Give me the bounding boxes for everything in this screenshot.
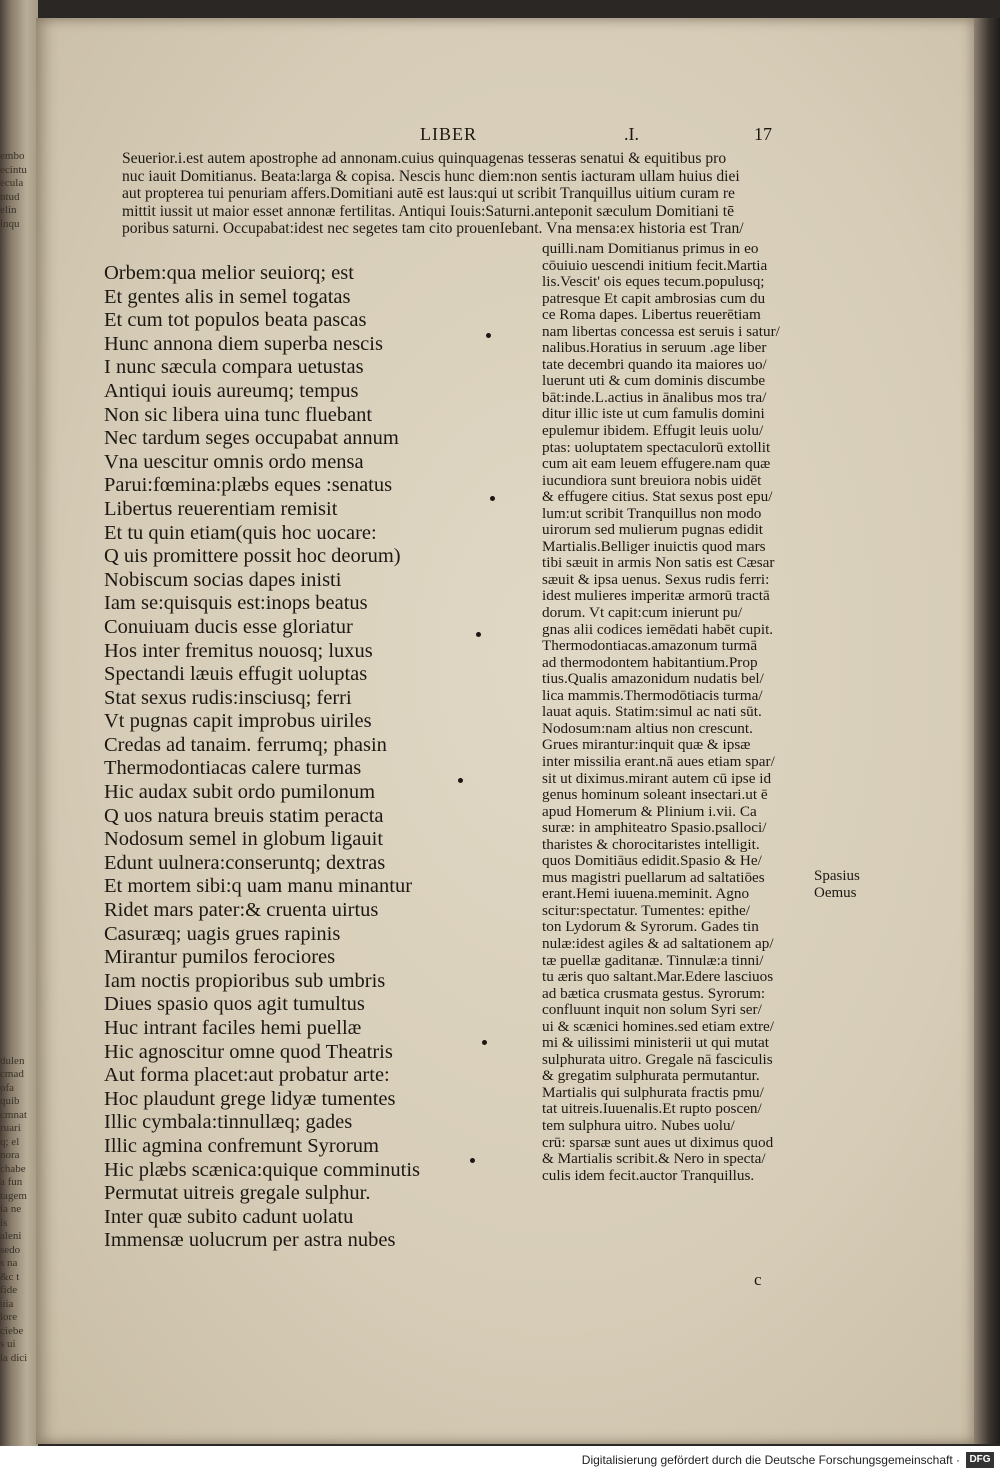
left-facing-fragment bbox=[0, 353, 32, 367]
left-facing-fragment bbox=[0, 515, 32, 529]
commentary-line: scitur:spectatur. Tumentes: epithe/ bbox=[542, 901, 750, 919]
left-facing-fragment: ofa bbox=[0, 1081, 15, 1094]
left-facing-fragment bbox=[0, 960, 32, 974]
verse-line: Iam se:quisquis est:inops beatus bbox=[104, 592, 368, 615]
commentary-line: quos Domitiāus edidit.Spasio & He/ bbox=[542, 852, 762, 870]
commentary-line: cum ait eam leuem effugere.nam quæ bbox=[542, 455, 771, 473]
verse-line: Hos inter fremitus nouosq; luxus bbox=[104, 639, 373, 662]
digitization-credit: Digitalisierung gefördert durch die Deutsche Forschungsgemeinschaft · bbox=[581, 1453, 960, 1467]
paragraph-mark bbox=[476, 632, 481, 637]
commentary-line: lauat aquis. Statim:simul ac nati sūt. bbox=[542, 703, 762, 721]
left-facing-fragment: ecula bbox=[0, 177, 24, 189]
left-facing-fragment: quib bbox=[0, 1095, 20, 1107]
commentary-line: mi & uilissimi ministerii ut qui mutat bbox=[542, 1034, 769, 1052]
verse-line: Hic plæbs scænica:quique comminutis bbox=[104, 1158, 421, 1181]
intro-commentary-line: aut propterea tui penuriam affers.Domitiani autē est laus:qui ut scribit Tranquillus uitium curam re bbox=[122, 185, 735, 202]
left-facing-fragment: dulen bbox=[0, 1054, 25, 1067]
left-facing-fragment: aleni bbox=[0, 1230, 22, 1242]
commentary-line: Martialis.Belliger inuictis quod mars bbox=[542, 537, 766, 555]
left-facing-fragment bbox=[0, 812, 32, 826]
commentary-line: cōuiuio uescendi initium fecit.Martia bbox=[542, 256, 768, 274]
commentary-line: tæ puellæ gaditanæ. Tinnulæ:a tinni/ bbox=[542, 951, 764, 969]
commentary-line: confluunt inquit non solum Syri ser/ bbox=[542, 1001, 762, 1019]
commentary-line: sæuit & ipsa uenus. Sexus rudis ferri: bbox=[542, 570, 770, 588]
left-facing-fragment: ia ne bbox=[0, 1203, 22, 1215]
commentary-line: lis.Vescit' ois eques tecum.populusq; bbox=[542, 273, 765, 291]
left-facing-fragment bbox=[0, 866, 32, 880]
paragraph-mark bbox=[482, 1040, 487, 1045]
left-facing-fragment bbox=[0, 542, 32, 556]
commentary-line: Thermodontiacas.amazonum turmā bbox=[542, 637, 758, 655]
verse-line: Non sic libera uina tunc fluebant bbox=[104, 403, 373, 426]
footer-bar bbox=[0, 1446, 1000, 1476]
left-facing-fragment bbox=[0, 758, 32, 772]
left-facing-fragment bbox=[0, 528, 32, 542]
commentary-line: inter missilia erant.nā aues etiam spar/ bbox=[542, 752, 775, 770]
left-facing-fragment bbox=[0, 596, 32, 610]
commentary-line: apud Homerum & Plinium i.vii. Ca bbox=[542, 802, 757, 820]
left-facing-fragment bbox=[0, 245, 32, 259]
commentary-line: lica mammis.Thermodōtiacis turma/ bbox=[542, 686, 763, 704]
left-facing-fragment bbox=[0, 285, 32, 299]
commentary-line: tu æris quo saltant.Mar.Edere lasciuos bbox=[542, 968, 774, 986]
left-facing-fragment bbox=[0, 704, 32, 718]
left-facing-fragment bbox=[0, 474, 32, 488]
left-facing-fragment: tagem bbox=[0, 1189, 27, 1202]
verse-line: I nunc sæcula compara uetustas bbox=[104, 356, 364, 379]
commentary-line: sit ut diximus.mirant autem cū ipse id bbox=[542, 769, 772, 787]
left-facing-fragment bbox=[0, 434, 32, 448]
left-facing-fragment: nora bbox=[0, 1149, 20, 1161]
left-facing-fragment: &c t bbox=[0, 1270, 20, 1283]
left-facing-fragment bbox=[0, 690, 32, 704]
commentary-line: tat uitreis.Iuuenalis.Et rupto poscen/ bbox=[542, 1100, 762, 1118]
commentary-line: iucundiora sunt breuiora nobis uidēt bbox=[542, 471, 762, 489]
commentary-line: ad bætica crusmata gestus. Syrorum: bbox=[542, 984, 766, 1002]
commentary-line: mus magistri puellarum ad saltatiōes bbox=[542, 868, 765, 886]
left-facing-fragment: embo bbox=[0, 150, 25, 162]
left-facing-fragment bbox=[0, 231, 32, 245]
left-facing-fragment bbox=[0, 461, 32, 475]
verse-line: Libertus reuerentiam remisit bbox=[104, 497, 338, 520]
intro-commentary-line: Seuerior.i.est autem apostrophe ad annonam.cuius quinquagenas tesseras senatui & equitibus pro bbox=[122, 150, 727, 167]
commentary-line: epulemur ibidem. Effugit leuis uolu/ bbox=[542, 422, 764, 440]
verse-line: Immensæ uolucrum per astra nubes bbox=[104, 1229, 396, 1252]
left-facing-fragment bbox=[0, 569, 32, 583]
verse-line: Hic agnoscitur omne quod Theatris bbox=[104, 1040, 393, 1063]
left-facing-fragment bbox=[0, 582, 32, 596]
left-facing-fragment bbox=[0, 839, 32, 853]
verse-line: Orbem:qua melior seuiorq; est bbox=[104, 262, 354, 284]
left-facing-fragment bbox=[0, 920, 32, 934]
left-facing-fragment bbox=[0, 488, 32, 502]
left-facing-fragment bbox=[0, 987, 32, 1001]
left-facing-fragment bbox=[0, 420, 32, 434]
paragraph-mark bbox=[490, 496, 495, 501]
commentary-line: Grues mirantur:inquit quæ & ipsæ bbox=[542, 736, 751, 754]
running-head bbox=[36, 124, 974, 150]
commentary-column bbox=[542, 241, 832, 1184]
left-facing-fragment bbox=[0, 879, 32, 893]
left-facing-fragment bbox=[0, 933, 32, 947]
left-facing-fragment: iore bbox=[0, 1311, 18, 1323]
commentary-line: tibi sæuit in armis Non satis est Cæsar bbox=[542, 554, 775, 572]
verse-line: Mirantur pumilos ferociores bbox=[104, 946, 336, 969]
left-facing-fragment bbox=[0, 825, 32, 839]
marginal-notes bbox=[814, 868, 860, 902]
verse-line: Vt pugnas capit improbus uiriles bbox=[104, 710, 372, 733]
commentary-line: erant.Hemi iuuena.meminit. Agno bbox=[542, 885, 750, 903]
verse-line: Et mortem sibi:q uam manu minantur bbox=[104, 875, 413, 898]
left-facing-fragment: q; el bbox=[0, 1135, 20, 1148]
left-facing-fragment: chabe bbox=[0, 1162, 26, 1175]
commentary-line: uirorum sed mulierum pugnas edidit bbox=[542, 521, 764, 539]
verse-line: Thermodontiacas calere turmas bbox=[104, 757, 362, 780]
verse-line: Et cum tot populos beata pascas bbox=[104, 309, 367, 332]
verse-line: Nobiscum socias dapes inisti bbox=[104, 568, 342, 591]
left-facing-fragment bbox=[0, 393, 32, 407]
verse-line: Stat sexus rudis:insciusq; ferri bbox=[104, 686, 352, 709]
verse-line: Casuræq; uagis grues rapinis bbox=[104, 922, 341, 945]
marginal-note: Oemus bbox=[814, 885, 857, 901]
intro-commentary-line: nuc iauit Domitianus. Beata:larga & copisa. Nescis hunc diem:non sentis iacturam ullam huius diei bbox=[122, 167, 740, 185]
left-facing-fragment bbox=[0, 407, 32, 421]
left-facing-fragment bbox=[0, 258, 32, 272]
left-facing-fragment: ruari bbox=[0, 1122, 21, 1134]
verse-line: Nec tardum seges occupabat annum bbox=[104, 427, 399, 450]
verse-line: Antiqui iouis aureumq; tempus bbox=[104, 379, 359, 402]
left-facing-fragment: elin bbox=[0, 204, 17, 216]
running-head-book-number: .I. bbox=[624, 124, 639, 144]
commentary-line: gnas alii codices iemēdati habēt cupit. bbox=[542, 620, 774, 638]
verse-line: Vna uescitur omnis ordo mensa bbox=[104, 450, 364, 473]
running-head-liber: LIBER bbox=[420, 124, 477, 144]
left-facing-fragment bbox=[0, 650, 32, 664]
commentary-line: ui & scænici homines.sed etiam extre/ bbox=[542, 1017, 774, 1035]
left-facing-fragment bbox=[0, 677, 32, 691]
commentary-line: idest mulieres imperitæ armorū tractā bbox=[542, 587, 770, 605]
left-facing-fragment: a fun bbox=[0, 1176, 23, 1188]
commentary-line: nalibus.Horatius in seruum .age liber bbox=[542, 339, 767, 357]
left-facing-fragment: ciebe bbox=[0, 1324, 24, 1337]
left-facing-fragment bbox=[0, 380, 32, 394]
commentary-line: luerunt uti & cum dominis discumbe bbox=[542, 372, 766, 390]
marginal-note: Spasius bbox=[814, 868, 860, 884]
commentary-line: genus hominum soleant insectari.ut ē bbox=[542, 786, 768, 804]
commentary-line: quilli.nam Domitianus primus in eo bbox=[542, 240, 759, 257]
left-facing-fragment: sedo bbox=[0, 1243, 21, 1256]
verse-line: Huc intrant faciles hemi puellæ bbox=[104, 1017, 362, 1039]
commentary-line: crū: sparsæ sunt aues ut diximus quod bbox=[542, 1133, 774, 1151]
left-facing-fragment: s ui bbox=[0, 1338, 16, 1350]
left-facing-fragment bbox=[0, 339, 32, 353]
left-facing-fragment bbox=[0, 447, 32, 461]
left-facing-fragment bbox=[0, 785, 32, 799]
verse-line: Hunc annona diem superba nescis bbox=[104, 332, 383, 355]
left-facing-fragment bbox=[0, 663, 32, 677]
verse-line: Ridet mars pater:& cruenta uirtus bbox=[104, 899, 379, 922]
left-facing-fragment bbox=[0, 623, 32, 637]
left-facing-fragment: is bbox=[0, 1216, 8, 1229]
left-facing-fragment bbox=[0, 326, 32, 340]
verse-line: Et gentes alis in semel togatas bbox=[104, 285, 351, 308]
verse-line: Q uos natura breuis statim peracta bbox=[104, 804, 384, 827]
left-facing-fragment bbox=[0, 555, 32, 569]
left-facing-fragment bbox=[0, 1028, 32, 1042]
left-facing-fragment bbox=[0, 272, 32, 286]
commentary-line: nam libertas concessa est seruis i satur/ bbox=[542, 322, 780, 340]
verse-line: Conuiuam ducis esse gloriatur bbox=[104, 615, 353, 638]
left-facing-fragment bbox=[0, 717, 32, 731]
commentary-line: lum:ut scribit Tranquillus non modo bbox=[542, 504, 762, 522]
intro-commentary-block bbox=[122, 150, 812, 238]
paragraph-mark bbox=[458, 778, 463, 783]
left-facing-fragment bbox=[0, 893, 32, 907]
commentary-line: ce Roma dapes. Libertus reuerētiam bbox=[542, 306, 761, 324]
left-facing-fragment: ecintu bbox=[0, 163, 27, 176]
commentary-line: & Martialis scribit.& Nero in specta/ bbox=[542, 1150, 766, 1168]
left-facing-fragment bbox=[0, 366, 32, 380]
left-facing-fragment bbox=[0, 636, 32, 650]
verse-line: Edunt uulnera:conseruntq; dextras bbox=[104, 851, 386, 874]
book-page bbox=[36, 18, 974, 1444]
verse-line: Aut forma placet:aut probatur arte: bbox=[104, 1064, 390, 1087]
left-facing-fragment bbox=[0, 798, 32, 812]
verse-line: Illic cymbala:tinnullæq; gades bbox=[104, 1111, 353, 1134]
intro-commentary-line: poribus saturni. Occupabat:idest nec segetes tam cito prouenIebant. Vna mensa:ex historia est Tran/ bbox=[122, 220, 744, 237]
left-facing-fragment bbox=[0, 312, 32, 326]
commentary-line: patresque Et capit ambrosias cum du bbox=[542, 289, 766, 307]
commentary-line: suræ: in amphiteatro Spasio.psalloci/ bbox=[542, 819, 767, 837]
intro-commentary-line: mittit iussit ut maior esset annonæ fertilitas. Antiqui Iouis:Saturni.anteponit sæculum Domitiani tē bbox=[122, 202, 735, 220]
left-facing-fragment: ntud bbox=[0, 190, 20, 203]
verse-line: Inter quæ subito cadunt uolatu bbox=[104, 1205, 354, 1228]
paragraph-mark bbox=[470, 1158, 475, 1163]
signature-mark: c bbox=[754, 1270, 762, 1289]
commentary-line: culis idem fecit.auctor Tranquillus. bbox=[542, 1166, 755, 1184]
left-facing-fragment bbox=[0, 852, 32, 866]
commentary-line: ditur illic iste ut cum famulis domini bbox=[542, 405, 765, 423]
left-facing-fragment: cmad bbox=[0, 1068, 24, 1080]
left-facing-fragment bbox=[0, 609, 32, 623]
commentary-line: Martialis qui sulphurata fractis pmu/ bbox=[542, 1083, 764, 1101]
commentary-line: tem sulphura uitro. Nubes uolu/ bbox=[542, 1116, 735, 1134]
left-facing-fragment: uia bbox=[0, 1297, 14, 1310]
right-page-edge bbox=[974, 18, 1000, 1444]
commentary-line: tate decembri quando ita maiores uo/ bbox=[542, 355, 767, 373]
left-facing-fragment: fide bbox=[0, 1284, 18, 1296]
verse-line: Q uis promittere possit hoc deorum) bbox=[104, 545, 401, 568]
left-facing-fragment bbox=[0, 771, 32, 785]
commentary-line: dorum. Vt capit:cum inierunt pu/ bbox=[542, 604, 743, 622]
commentary-line: ton Lydorum & Syrorum. Gades tin bbox=[542, 918, 759, 936]
dfg-logo: DFG bbox=[966, 1452, 994, 1468]
verse-line: Iam noctis propioribus sub umbris bbox=[104, 969, 386, 992]
left-facing-fragment: s na bbox=[0, 1257, 18, 1269]
left-facing-fragment: cmnat bbox=[0, 1108, 27, 1121]
commentary-line: bāt:inde.L.actius in ānalibus mos tra/ bbox=[542, 388, 767, 406]
verse-line: Spectandi læuis effugit uoluptas bbox=[104, 663, 368, 686]
commentary-line: & effugere citius. Stat sexus post epu/ bbox=[542, 488, 773, 506]
verse-line: Et tu quin etiam(quis hoc uocare: bbox=[104, 521, 377, 544]
commentary-line: tharistes & chorocitaristes intelligit. bbox=[542, 835, 760, 853]
folio-number: 17 bbox=[754, 124, 772, 144]
left-facing-fragment: inqu bbox=[0, 217, 20, 230]
left-facing-page-edge bbox=[0, 0, 38, 1446]
verse-line: Diues spasio quos agit tumultus bbox=[104, 993, 365, 1016]
left-facing-fragment: la dici bbox=[0, 1351, 28, 1364]
verse-line: Hic audax subit ordo pumilonum bbox=[104, 781, 376, 804]
commentary-line: nulæ:idest agiles & ad saltationem ap/ bbox=[542, 934, 774, 952]
left-facing-fragment bbox=[0, 906, 32, 920]
left-facing-fragment bbox=[0, 731, 32, 745]
verse-line: Credas ad tanaim. ferrumq; phasin bbox=[104, 733, 387, 756]
left-facing-fragment bbox=[0, 1041, 32, 1055]
left-facing-fragment bbox=[0, 744, 32, 758]
left-facing-fragment bbox=[0, 974, 32, 988]
verse-line: Parui:fœmina:plæbs eques :senatus bbox=[104, 474, 393, 497]
left-facing-fragment bbox=[0, 501, 32, 515]
verse-column bbox=[104, 262, 514, 1253]
verse-line: Nodosum semel in globum ligauit bbox=[104, 828, 384, 851]
commentary-line: Nodosum:nam altius non crescunt. bbox=[542, 719, 753, 737]
verse-line: Permutat uitreis gregale sulphur. bbox=[104, 1182, 371, 1205]
commentary-line: tius.Qualis amazonidum nudatis bel/ bbox=[542, 670, 764, 688]
commentary-line: & gregatim sulphurata permutantur. bbox=[542, 1067, 760, 1085]
left-facing-fragment bbox=[0, 299, 32, 313]
left-facing-page-text bbox=[0, 150, 32, 1450]
left-facing-fragment bbox=[0, 947, 32, 961]
verse-line: Hoc plaudunt grege lidyæ tumentes bbox=[104, 1087, 396, 1110]
verse-line: Illic agmina confremunt Syrorum bbox=[104, 1134, 379, 1157]
left-facing-fragment bbox=[0, 1014, 32, 1028]
commentary-line: ad thermodontem habitantium.Prop bbox=[542, 653, 758, 671]
left-facing-fragment bbox=[0, 1001, 32, 1015]
commentary-line: ptas: uoluptatem spectaculorū extollit bbox=[542, 438, 771, 456]
paragraph-mark bbox=[486, 333, 491, 338]
commentary-line: sulphurata uitro. Gregale nā fasciculis bbox=[542, 1050, 773, 1068]
